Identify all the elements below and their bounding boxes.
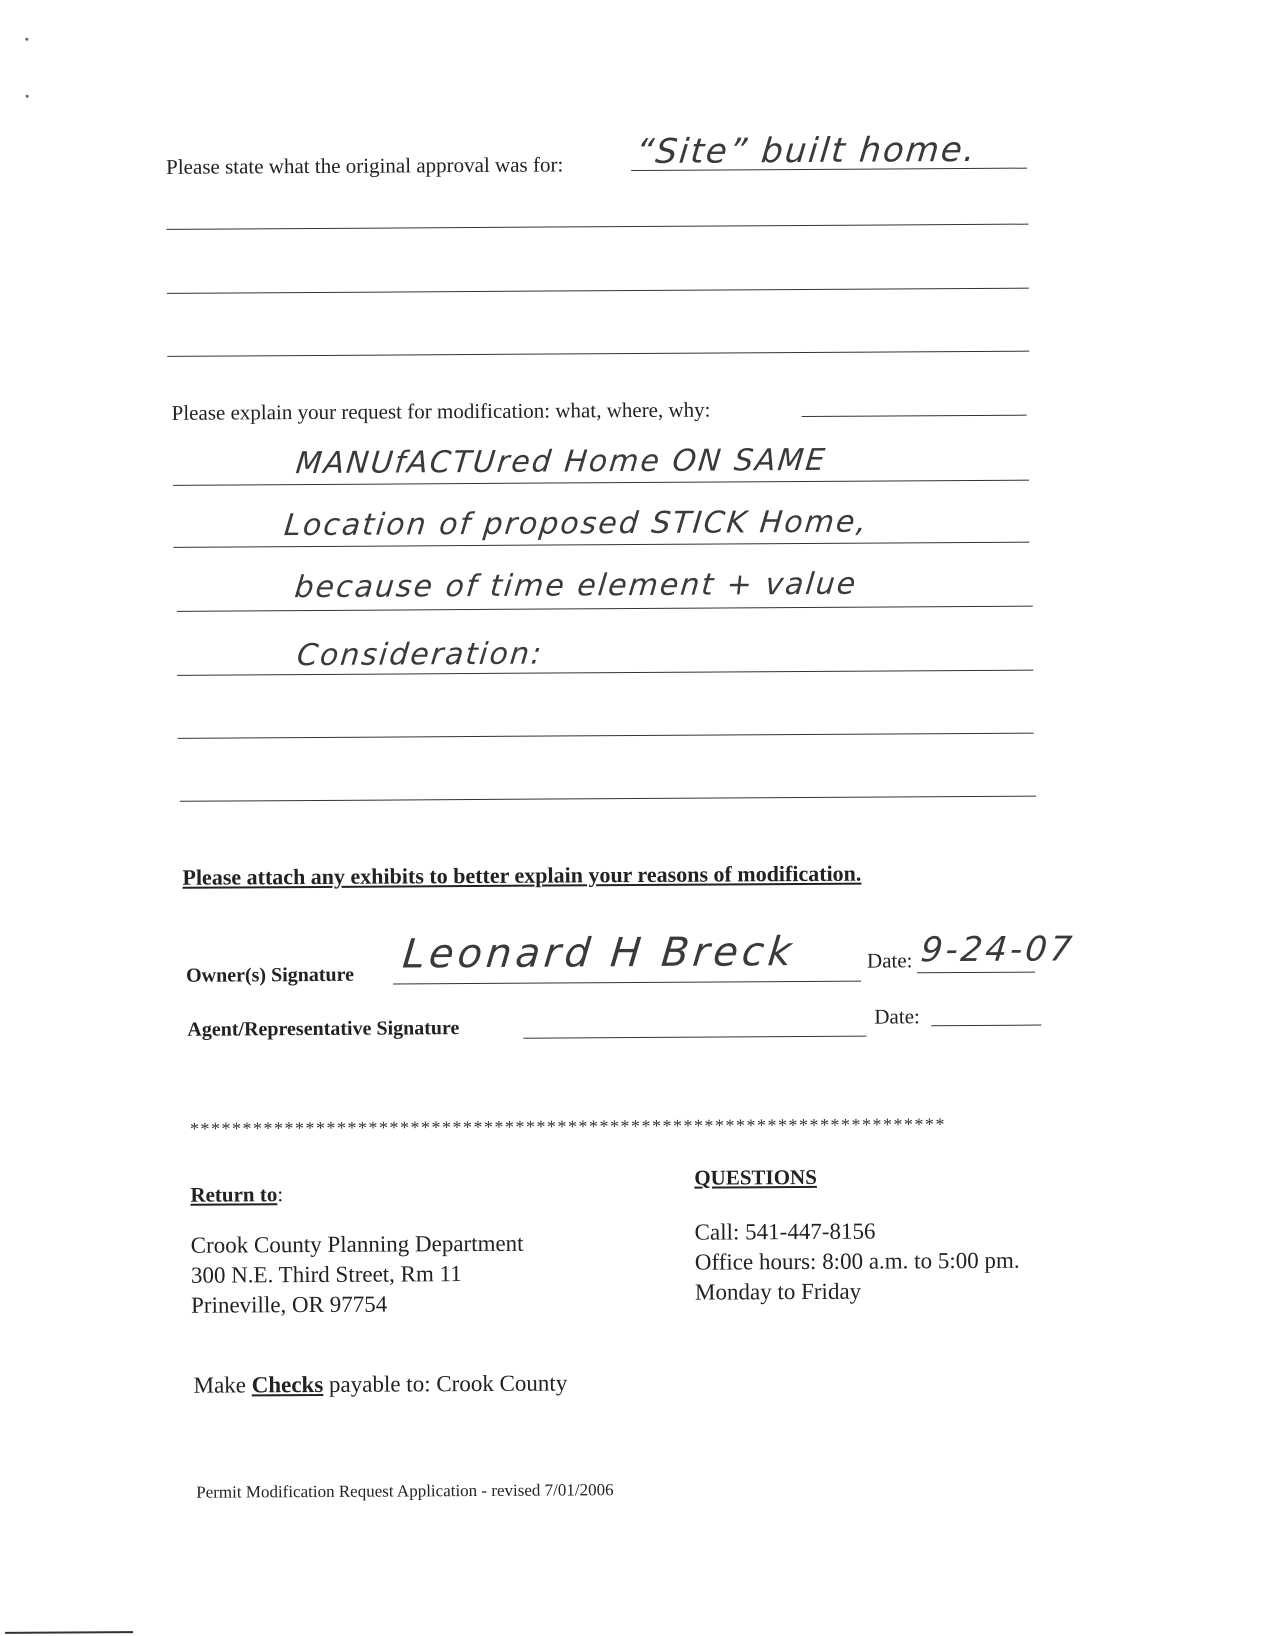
modification-answer-line-4: Consideration:	[295, 636, 545, 674]
blank-line	[167, 224, 1029, 230]
contact-line: Office hours: 8:00 a.m. to 5:00 pm.	[694, 1247, 1020, 1275]
modification-answer-line-1: MANUfACTUred Home ON SAME	[294, 442, 829, 482]
original-approval-answer: “Site” built home.	[634, 129, 979, 173]
blank-line	[178, 733, 1034, 739]
signature-line	[523, 1036, 866, 1039]
blank-line	[167, 288, 1029, 294]
exhibits-notice: Please attach any exhibits to better explain your reasons of modification.	[182, 860, 862, 890]
modification-answer-line-2: Location of proposed STICK Home,	[282, 504, 870, 544]
scan-speck	[26, 95, 29, 98]
return-to-heading-text: Return to	[190, 1182, 278, 1207]
checks-payable	[193, 1368, 567, 1400]
checks-suffix: payable to: Crook County	[323, 1370, 568, 1397]
signature-line	[393, 981, 861, 985]
modification-answer-line-3: because of time element + value	[292, 566, 860, 606]
owner-date-value: 9-24-07	[918, 929, 1077, 971]
return-to-colon: :	[277, 1182, 284, 1207]
owner-signature: Leonard H Breck	[400, 929, 798, 978]
contact-line: Monday to Friday	[694, 1278, 862, 1305]
owner-signature-label: Owner(s) Signature	[185, 963, 355, 987]
blank-line	[180, 796, 1036, 802]
address-line: Prineville, OR 97754	[191, 1291, 388, 1318]
checks-prefix: Make	[193, 1372, 252, 1398]
modification-request-label: Please explain your request for modification: what, where, why:	[171, 397, 711, 425]
checks-word: Checks	[251, 1371, 324, 1398]
address-line: 300 N.E. Third Street, Rm 11	[190, 1261, 462, 1288]
answer-line	[802, 415, 1027, 417]
date-line	[917, 972, 1035, 974]
return-address	[191, 1229, 524, 1321]
answer-line	[177, 606, 1033, 612]
agent-date-label: Date:	[874, 1004, 920, 1029]
owner-date-label: Date:	[866, 948, 913, 973]
agent-signature-label: Agent/Representative Signature	[187, 1017, 460, 1041]
return-to-heading	[190, 1182, 283, 1208]
address-line: Crook County Planning Department	[190, 1230, 524, 1258]
blank-line	[167, 351, 1029, 357]
date-line	[931, 1025, 1041, 1027]
questions-info	[695, 1216, 1020, 1308]
separator: ************************************************************************	[189, 1114, 947, 1139]
scan-speck	[25, 38, 28, 41]
contact-line: Call: 541-447-8156	[694, 1218, 876, 1245]
footer-revision: Permit Modification Request Application - revised 7/01/2006	[196, 1480, 614, 1502]
original-approval-label: Please state what the original approval was for:	[166, 152, 564, 179]
questions-heading: QUESTIONS	[694, 1164, 817, 1190]
